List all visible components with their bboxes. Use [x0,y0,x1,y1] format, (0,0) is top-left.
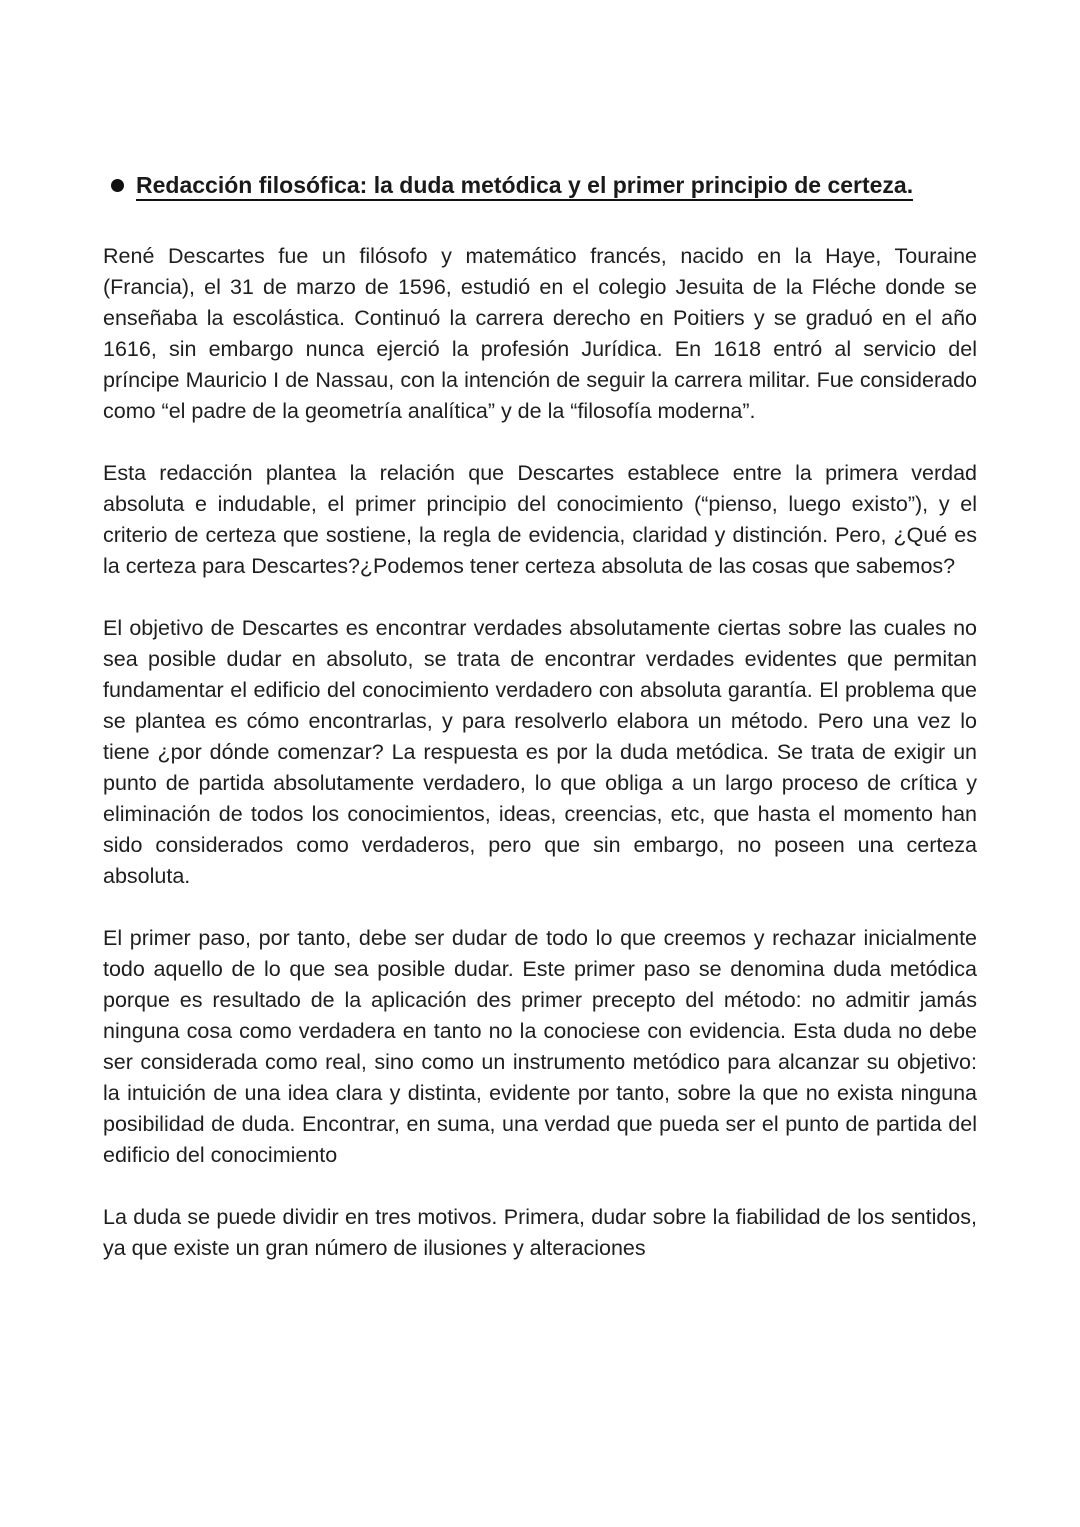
heading-text: Redacción filosófica: la duda metódica y el primer principio de certeza. [136,172,913,201]
document-page [103,170,977,1295]
bullet-icon [111,179,124,192]
section-heading [103,170,977,201]
paragraph-objective: El objetivo de Descartes es encontrar verdades absolutamente ciertas sobre las cuales no sea posible dudar en absoluto, se trata de encontrar verdades evidentes que permitan fundamentar el edificio del conocimiento verdadero con absoluta garantía. El problema que se plantea es cómo encontrarlas, y para resolverlo elabora un método. Pero una vez lo tiene ¿por dónde comenzar? La respuesta es por la duda metódica. Se trata de exigir un punto de partida absolutamente verdadero, lo que obliga a un largo proceso de crítica y eliminación de todos los conocimientos, ideas, creencias, etc, que hasta el momento han sido considerados como verdaderos, pero que sin embargo, no poseen una certeza absoluta. [103,616,977,888]
paragraph-biography: René Descartes fue un filósofo y matemático francés, nacido en la Haye, Touraine (Francia), el 31 de marzo de 1596, estudió en el colegio Jesuita de la Fléche donde se enseñaba la escolástica. Continuó la carrera derecho en Poitiers y se graduó en el año 1616, sin embargo nunca ejerció la profesión Jurídica. En 1618 entró al servicio del príncipe Mauricio I de Nassau, con la intención de seguir la carrera militar. Fue considerado como “el padre de la geometría analítica” y de la “filosofía moderna”. [103,244,977,423]
paragraph-methodic-doubt: El primer paso, por tanto, debe ser dudar de todo lo que creemos y rechazar inicialmente todo aquello de lo que sea posible dudar. Este primer paso se denomina duda metódica porque es resultado de la aplicación des primer precepto del método: no admitir jamás ninguna cosa como verdadera en tanto no la conociese con evidencia. Esta duda no debe ser considerada como real, sino como un instrumento metódico para alcanzar su objetivo: la intuición de una idea clara y distinta, evidente por tanto, sobre la que no exista ninguna posibilidad de duda. Encontrar, en suma, una verdad que pueda ser el punto de partida del edificio del conocimiento [103,926,977,1167]
paragraph-doubt-motives: La duda se puede dividir en tres motivos. Primera, dudar sobre la fiabilidad de los sentidos, ya que existe un gran número de ilusiones y alteraciones [103,1205,977,1260]
paragraph-introduction: Esta redacción plantea la relación que Descartes establece entre la primera verdad absoluta e indudable, el primer principio del conocimiento (“pienso, luego existo”), y el criterio de certeza que sostiene, la regla de evidencia, claridad y distinción. Pero, ¿Qué es la certeza para Descartes?¿Podemos tener certeza absoluta de las cosas que sabemos? [103,461,977,578]
